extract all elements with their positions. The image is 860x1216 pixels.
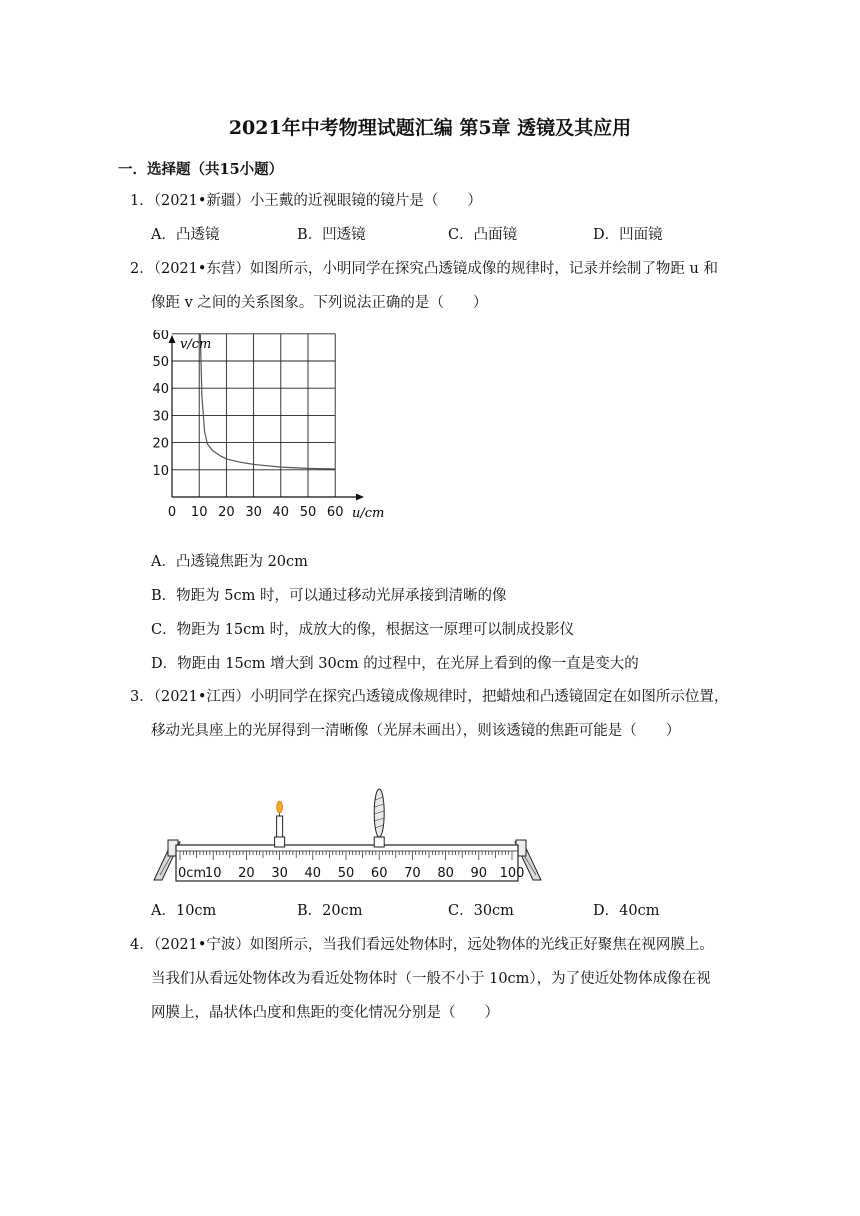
q3-option-a: A．10cm [151,903,217,919]
optical-bench [150,785,545,885]
q2-stem-line1: 2．（2021•东营）如图所示，小明同学在探究凸透镜成像的规律时，记录并绘制了物距 u 和 [130,261,718,277]
x-axis-label: u/cm [352,506,385,521]
ruler-label: 100 [499,866,525,881]
ruler-label: 10 [204,866,222,881]
chart-grid [172,334,335,497]
q3-stem-line2: 移动光具座上的光屏得到一清晰像（光屏未画出），则该透镜的焦距可能是（ ） [151,723,681,739]
q2-stem-line2: 像距 v 之间的关系图象。下列说法正确的是（ ） [151,295,488,311]
ruler-label: 90 [470,866,488,881]
y-tick-label: 10 [152,463,169,479]
x-tick-label: 0 [167,505,177,520]
y-tick-label: 40 [152,382,169,398]
ruler-label: 0cm [177,866,207,881]
ruler-label: 40 [304,866,322,881]
y-axis-label: v/cm [180,337,212,352]
q3-option-d: D．40cm [593,903,660,919]
y-tick-label: 30 [152,409,169,425]
section-heading: 一．选择题（共15小题） [118,161,284,178]
q1-option-c: C．凸面镜 [448,227,518,243]
q1-stem: 1．（2021•新疆）小王戴的近视眼镜的镜片是（ ） [130,193,482,209]
ruler-label: 30 [271,866,288,881]
x-tick-label: 40 [272,505,290,520]
q2-option-c: C．物距为 15cm 时，成放大的像，根据这一原理可以制成投影仪 [151,622,575,638]
q3-option-b: B．20cm [297,903,363,919]
q1-option-a: A．凸透镜 [151,227,220,243]
q2-option-d: D．物距由 15cm 增大到 30cm 的过程中，在光屏上看到的像一直是变大的 [151,656,639,672]
flame-icon [277,801,283,813]
y-tick-label: 50 [152,355,169,370]
chart-series-line [200,334,335,469]
q3-stem-line1: 3．（2021•江西）小明同学在探究凸透镜成像规律时，把蜡烛和凸透镜固定在如图所示位置， [130,689,729,705]
q4-stem-line2: 当我们从看远处物体改为看近处物体时（一般不小于 10cm），为了使近处物体成像在视 [151,971,711,987]
ruler-label: 70 [404,866,421,881]
candle [275,801,285,847]
q4-stem-line1: 4．（2021•宁波）如图所示，当我们看远处物体时，远处物体的光线正好聚焦在视网膜上。 [130,937,714,953]
y-tick-label: 20 [152,436,169,452]
y-tick-label: 60 [152,330,169,343]
x-tick-label: 20 [218,505,235,520]
page-title: 2021年中考物理试题汇编 第5章 透镜及其应用 [228,117,632,139]
x-axis-arrow [356,494,364,501]
chart-axes [169,335,365,501]
q4-stem-line3: 网膜上，晶状体凸度和焦距的变化情况分别是（ ） [151,1005,499,1021]
uv-graph [145,330,395,525]
q1-option-b: B．凹透镜 [297,227,366,243]
q3-option-c: C．30cm [448,903,514,919]
y-axis-arrow [169,335,176,343]
convex-lens [374,789,384,847]
x-tick-label: 50 [299,505,317,520]
ruler-label: 50 [337,866,355,881]
q2-option-b: B．物距为 5cm 时，可以通过移动光屏承接到清晰的像 [151,588,507,604]
ruler-label: 20 [238,866,255,881]
q2-option-a: A．凸透镜焦距为 20cm [151,554,308,570]
ruler-label: 60 [370,866,388,881]
x-tick-label: 60 [326,505,344,520]
x-tick-label: 30 [245,505,262,520]
ruler-label: 80 [437,866,454,881]
q1-option-d: D．凹面镜 [593,227,663,243]
x-tick-labels [168,505,344,520]
y-tick-labels [152,330,169,479]
x-tick-label: 10 [190,505,208,520]
